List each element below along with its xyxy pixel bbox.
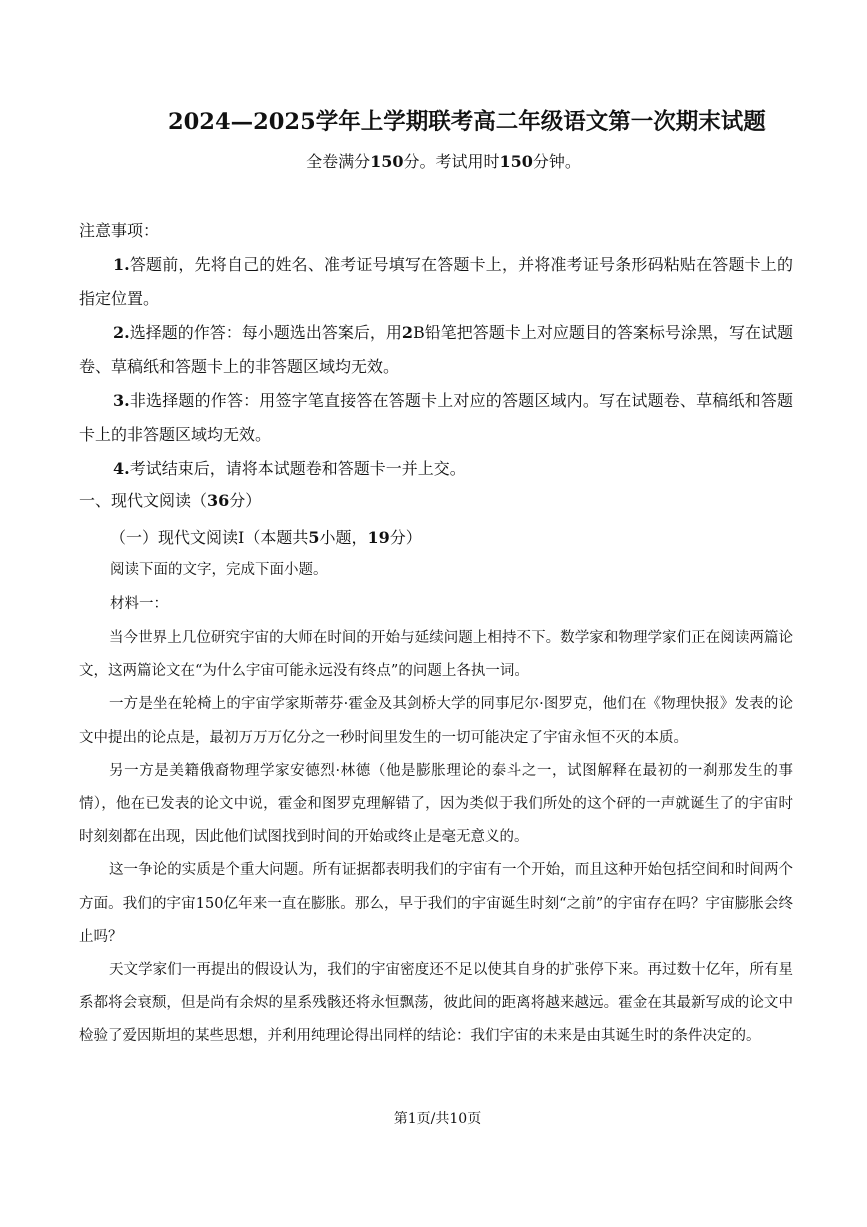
passage-paragraph: 另一方是美籍俄裔物理学家安德烈·林德（他是膨胀理论的泰斗之一，试图解释在最初的一刹那发生的事情），他在已发表的论文中说，霍金和图罗克理解错了，因为类似于我们所处的这个砰的一声就诞生了的宇宙时时刻刻都在出现，因此他们试图找到时间的开始或终止是毫无意义的。 [79, 762, 793, 846]
notice-text: B铅笔把答题卡上对应题目的答案标号涂黑，写在试题卷、草稿纸和答题卡上的非答题区域均无效。 [79, 323, 793, 376]
notice-num: 2. [113, 323, 130, 342]
notice-item-2 [79, 316, 793, 384]
section-label: 一、现代文阅读（ [79, 491, 208, 510]
notice-text: 考试结束后，请将本试题卷和答题卡一并上交。 [129, 459, 466, 478]
notice-item-3 [79, 384, 793, 452]
page-footer: 第1页/共10页 [393, 1111, 482, 1127]
notice-item-1 [79, 248, 793, 316]
subsection-label: 小题， [319, 528, 368, 547]
notice-text: 答题前，先将自己的姓名、准考证号填写在答题卡上，并将准考证号条形码粘贴在答题卡上的指定位置。 [79, 255, 793, 308]
subtitle-pre: 全卷满分 [306, 152, 371, 171]
subsection-label: （一）现代文阅读Ⅰ（本题共 [110, 528, 309, 547]
subtitle-post: 分钟。 [532, 152, 581, 171]
passage-paragraph: 天文学家们一再提出的假设认为，我们的宇宙密度还不足以使其自身的扩张停下来。再过数十亿年，所有星系都将会衰颓，但是尚有余烬的星系残骸还将永恒飘荡，彼此间的距离将越来越远。霍金在其最新写成的论文中检验了爱因斯坦的某些思想，并利用纯理论得出同样的结论：我们宇宙的未来是由其诞生时的条件决定的。 [79, 962, 793, 1045]
notice-num: 1. [113, 255, 130, 274]
section-label-end: 分） [229, 491, 262, 510]
notice-text: 选择题的作答：每小题选出答案后，用 [129, 323, 402, 342]
subsection-heading [110, 525, 422, 548]
passage-paragraph: 当今世界上几位研究宇宙的大师在时间的开始与延续问题上相持不下。数学家和物理学家们正在阅读两篇论文，这两篇论文在“为什么宇宙可能永远没有终点”的问题上各执一词。 [79, 630, 793, 680]
passage-body [79, 622, 793, 1054]
subtitle-time: 150 [499, 152, 533, 171]
section-heading [79, 488, 261, 511]
notice-item-4 [79, 452, 793, 486]
notice-bold: 2 [401, 323, 414, 342]
exam-subtitle [0, 149, 867, 172]
section-score: 36 [207, 491, 230, 510]
material-label: 材料一： [110, 596, 168, 612]
notice-num: 3. [113, 391, 130, 410]
reading-instruction: 阅读下面的文字，完成下面小题。 [110, 562, 328, 578]
subsection-score: 19 [367, 528, 390, 547]
notice-num: 4. [113, 459, 130, 478]
passage-paragraph: 一方是坐在轮椅上的宇宙学家斯蒂芬·霍金及其剑桥大学的同事尼尔·图罗克，他们在《物理快报》发表的论文中提出的论点是，最初万万万亿分之一秒时间里发生的一切可能决定了宇宙永恒不灭的本质。 [79, 696, 793, 746]
passage-paragraph: 这一争论的实质是个重大问题。所有证据都表明我们的宇宙有一个开始，而且这种开始包括空间和时间两个方面。我们的宇宙150亿年来一直在膨胀。那么，早于我们的宇宙诞生时刻“之前”的宇宙存在吗？宇宙膨胀会终止吗？ [79, 862, 793, 945]
subsection-label: 分） [389, 528, 422, 547]
notice-list [79, 248, 793, 486]
subtitle-mid: 分。考试用时 [403, 152, 500, 171]
subsection-count: 5 [308, 528, 320, 547]
subtitle-score: 150 [370, 152, 404, 171]
notice-text: 非选择题的作答：用签字笔直接答在答题卡上对应的答题区域内。写在试题卷、草稿纸和答题卡上的非答题区域均无效。 [79, 391, 793, 444]
exam-title: 2024—2025学年上学期联考高二年级语文第一次期末试题 [168, 109, 766, 135]
notice-heading: 注意事项： [79, 221, 160, 240]
